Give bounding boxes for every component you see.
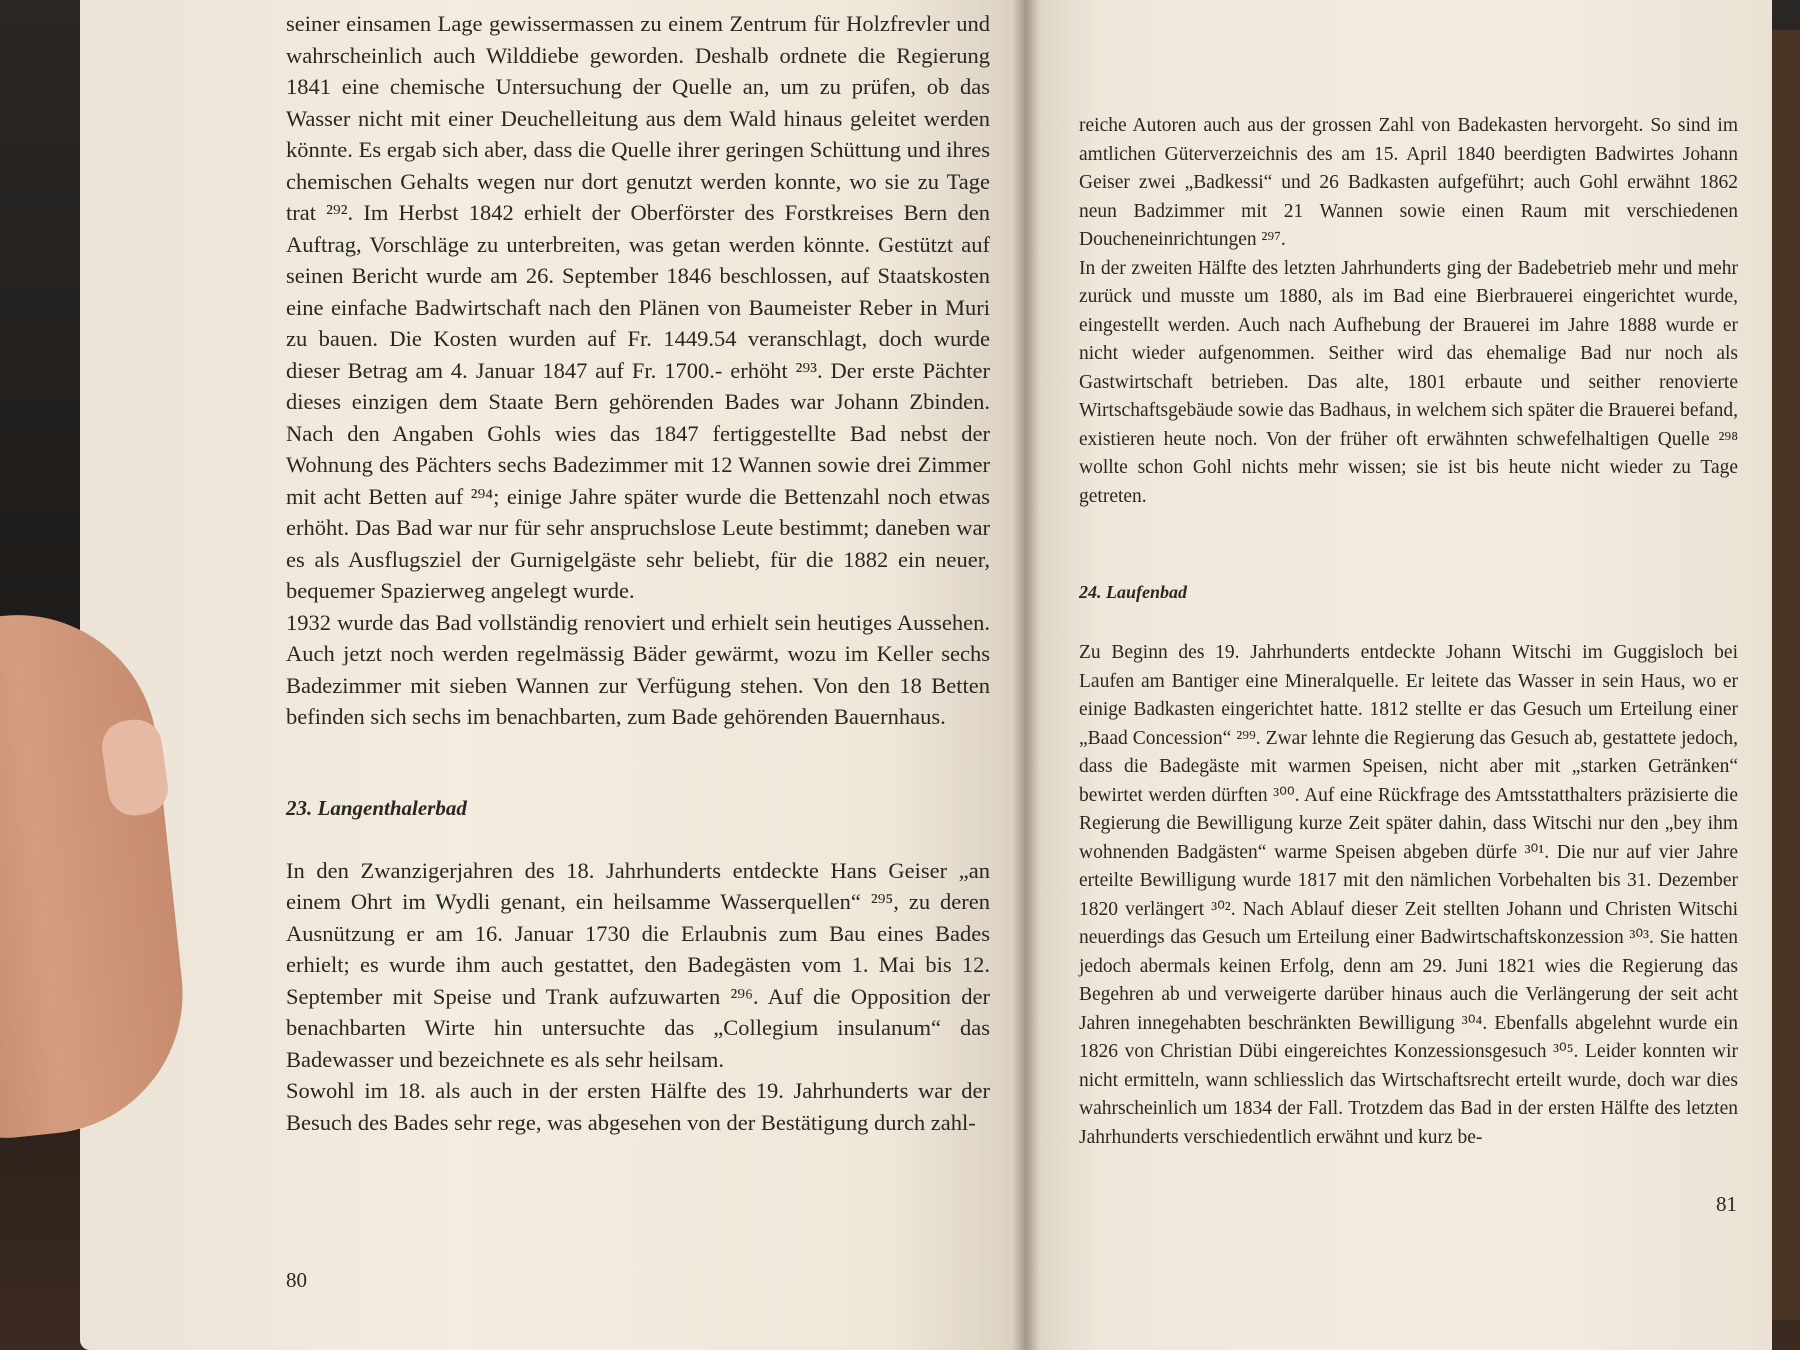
page-number-right: 81 xyxy=(1716,1192,1737,1216)
section-heading-24: 24. Laufenbad xyxy=(1079,582,1187,602)
spacer xyxy=(286,733,990,793)
left-page xyxy=(80,0,1028,1350)
left-section-paragraph-2: Sowohl im 18. als auch in der ersten Hälfte des 19. Jahrhunderts war der Besuch des Bades sehr rege, was abgesehen von der Bestätigung durch zahl- xyxy=(286,1078,990,1135)
spacer xyxy=(1079,607,1738,639)
spacer xyxy=(1079,511,1738,577)
spacer xyxy=(286,823,990,855)
right-page xyxy=(1024,0,1772,1350)
section-heading-23: 23. Langenthalerbad xyxy=(286,795,467,820)
book-gutter xyxy=(1012,0,1040,1350)
right-paragraph-1: reiche Autoren auch aus der grossen Zahl von Badekasten hervorgeht. So sind im amtlichen Güterverzeichnis des am 15. April 1840 beerdigten Badwirtes Johann Geiser zwei „Badkessi“ und 26 Badkasten aufgeführt; auch Gohl erwähnt 1862 neun Badzimmer mit 21 Wannen sowie einen Raum mit verschiedenen Doucheneinrichtungen ²⁹⁷. xyxy=(1079,115,1738,250)
right-section-paragraph-1: Zu Beginn des 19. Jahrhunderts entdeckte Johann Witschi im Guggisloch bei Laufen am Bantiger eine Mineralquelle. Er leitete das Wasser in sein Haus, wo er einige Badkasten eingerichtet hatte. 1812 stellte er das Gesuch um Erteilung einer „Baad Concession“ ²⁹⁹. Zwar lehnte die Regierung das Gesuch ab, gestattete jedoch, dass die Badegäste mit warmen Speisen, nicht aber mit „starken Getränken“ bewirtet werden dürften ³⁰⁰. Auf eine Rückfrage des Amtsstatthalters präzisierte die Regierung die Bewilligung kurze Zeit später dahin, dass Witschi nur den „bey ihm wohnenden Badgästen“ warme Speisen abgeben dürfe ³⁰¹. Die nur auf vier Jahre erteilte Bewilligung wurde 1817 mit den nämlichen Vorbehalten bis 31. Dezember 1820 verlängert ³⁰². Nach Ablauf dieser Zeit stellten Johann und Christen Witschi neuerdings das Gesuch um Erteilung einer Badwirtschaftskonzession ³⁰³. Sie hatten jedoch abermals keinen Erfolg, denn am 29. Juni 1821 wies die Regierung das Begehren ab und verweigerte darüber hinaus auch die Verlängerung der seit acht Jahren innegehabten beschränkten Bewilligung ³⁰⁴. Ebenfalls abgelehnt wurde ein 1826 von Christian Dübi eingereichtes Konzessionsgesuch ³⁰⁵. Leider konnten wir nicht ermitteln, wann schliesslich das Wirtschaftsrecht erteilt wurde, doch war dies wahrscheinlich um 1834 der Fall. Trotzdem das Bad in der ersten Hälfte des letzten Jahrhunderts verschiedentlich erwähnt und kurz be- xyxy=(1079,642,1738,1148)
left-section-paragraph-1: In den Zwanzigerjahren des 18. Jahrhunderts entdeckte Hans Geiser „an einem Ohrt im Wydli genant, ein heilsamme Wasserquellen“ ²⁹⁵, zu deren Ausnützung er am 16. Januar 1730 die Erlaubnis zum Bau eines Bades erhielt; es wurde ihm auch gestattet, den Badegästen vom 1. Mai bis 12. September mit Speise und Trank aufzuwarten ²⁹⁶. Auf die Opposition der benachbarten Wirte hin untersuchte das „Collegium insulanum“ das Badewasser und bezeichnete es als sehr heilsam. xyxy=(286,857,990,1072)
left-paragraph-1: seiner einsamen Lage gewissermassen zu einem Zentrum für Holzfrevler und wahrscheinlich auch Wilddiebe geworden. Deshalb ordnete die Regierung 1841 eine chemische Untersuchung der Quelle an, um zu prüfen, ob das Wasser nicht mit einer Deuchelleitung aus dem Wald hinaus geleitet werden könnte. Es ergab sich aber, dass die Quelle ihrer geringen Schüttung und ihres chemischen Gehalts wegen nur dort genutzt werden konnte, wo sie zu Tage trat ²⁹². Im Herbst 1842 erhielt der Oberförster des Forstkreises Bern den Auftrag, Vorschläge zu unterbreiten, was getan werden könnte. Gestützt auf seinen Bericht wurde am 26. September 1846 beschlossen, auf Staatskosten eine einfache Badwirtschaft nach den Plänen von Baumeister Reber in Muri zu bauen. Die Kosten wurden auf Fr. 1449.54 veranschlagt, doch wurde dieser Betrag am 4. Januar 1847 auf Fr. 1700.- erhöht ²⁹³. Der erste Pächter dieses einzigen dem Staate Bern gehörenden Bades war Johann Zbinden. Nach den Angaben Gohls wies das 1847 fertiggestellte Bad nebst der Wohnung des Pächters sechs Badezimmer mit 12 Wannen sowie drei Zimmer mit acht Betten auf ²⁹⁴; einige Jahre später wurde die Bettenzahl noch etwas erhöht. Das Bad war nur für sehr anspruchslose Leute bestimmt; daneben war es als Ausflugsziel der Gurnigelgäste sehr beliebt, für die 1882 ein neuer, bequemer Spazierweg angelegt wurde. xyxy=(286,11,990,603)
right-paragraph-2: In der zweiten Hälfte des letzten Jahrhunderts ging der Badebetrieb mehr und mehr zurück und musste um 1880, als im Bad eine Bierbrauerei eingerichtet wurde, eingestellt werden. Auch nach Aufhebung der Brauerei im Jahre 1888 wurde er nicht wieder aufgenommen. Seither wird das ehemalige Bad nur noch als Gastwirtschaft betrieben. Das alte, 1801 erbaute und seither renovierte Wirtschaftsgebäude sowie das Badhaus, in welchem sich später die Brauerei befand, existieren heute noch. Von der früher oft erwähnten schwefelhaltigen Quelle ²⁹⁸ wollte schon Gohl nichts mehr wissen; sie ist bis heute nicht wieder zu Tage getreten. xyxy=(1079,257,1738,507)
left-paragraph-2: 1932 wurde das Bad vollständig renoviert und erhielt sein heutiges Aussehen. Auch jetzt noch werden regelmässig Bäder gewärmt, wozu im Keller sechs Badezimmer mit sieben Wannen zur Verfügung stehen. Von den 18 Betten befinden sich sechs im benachbarten, zum Bade gehörenden Bauernhaus. xyxy=(286,609,990,729)
page-number-left: 80 xyxy=(286,1268,307,1292)
